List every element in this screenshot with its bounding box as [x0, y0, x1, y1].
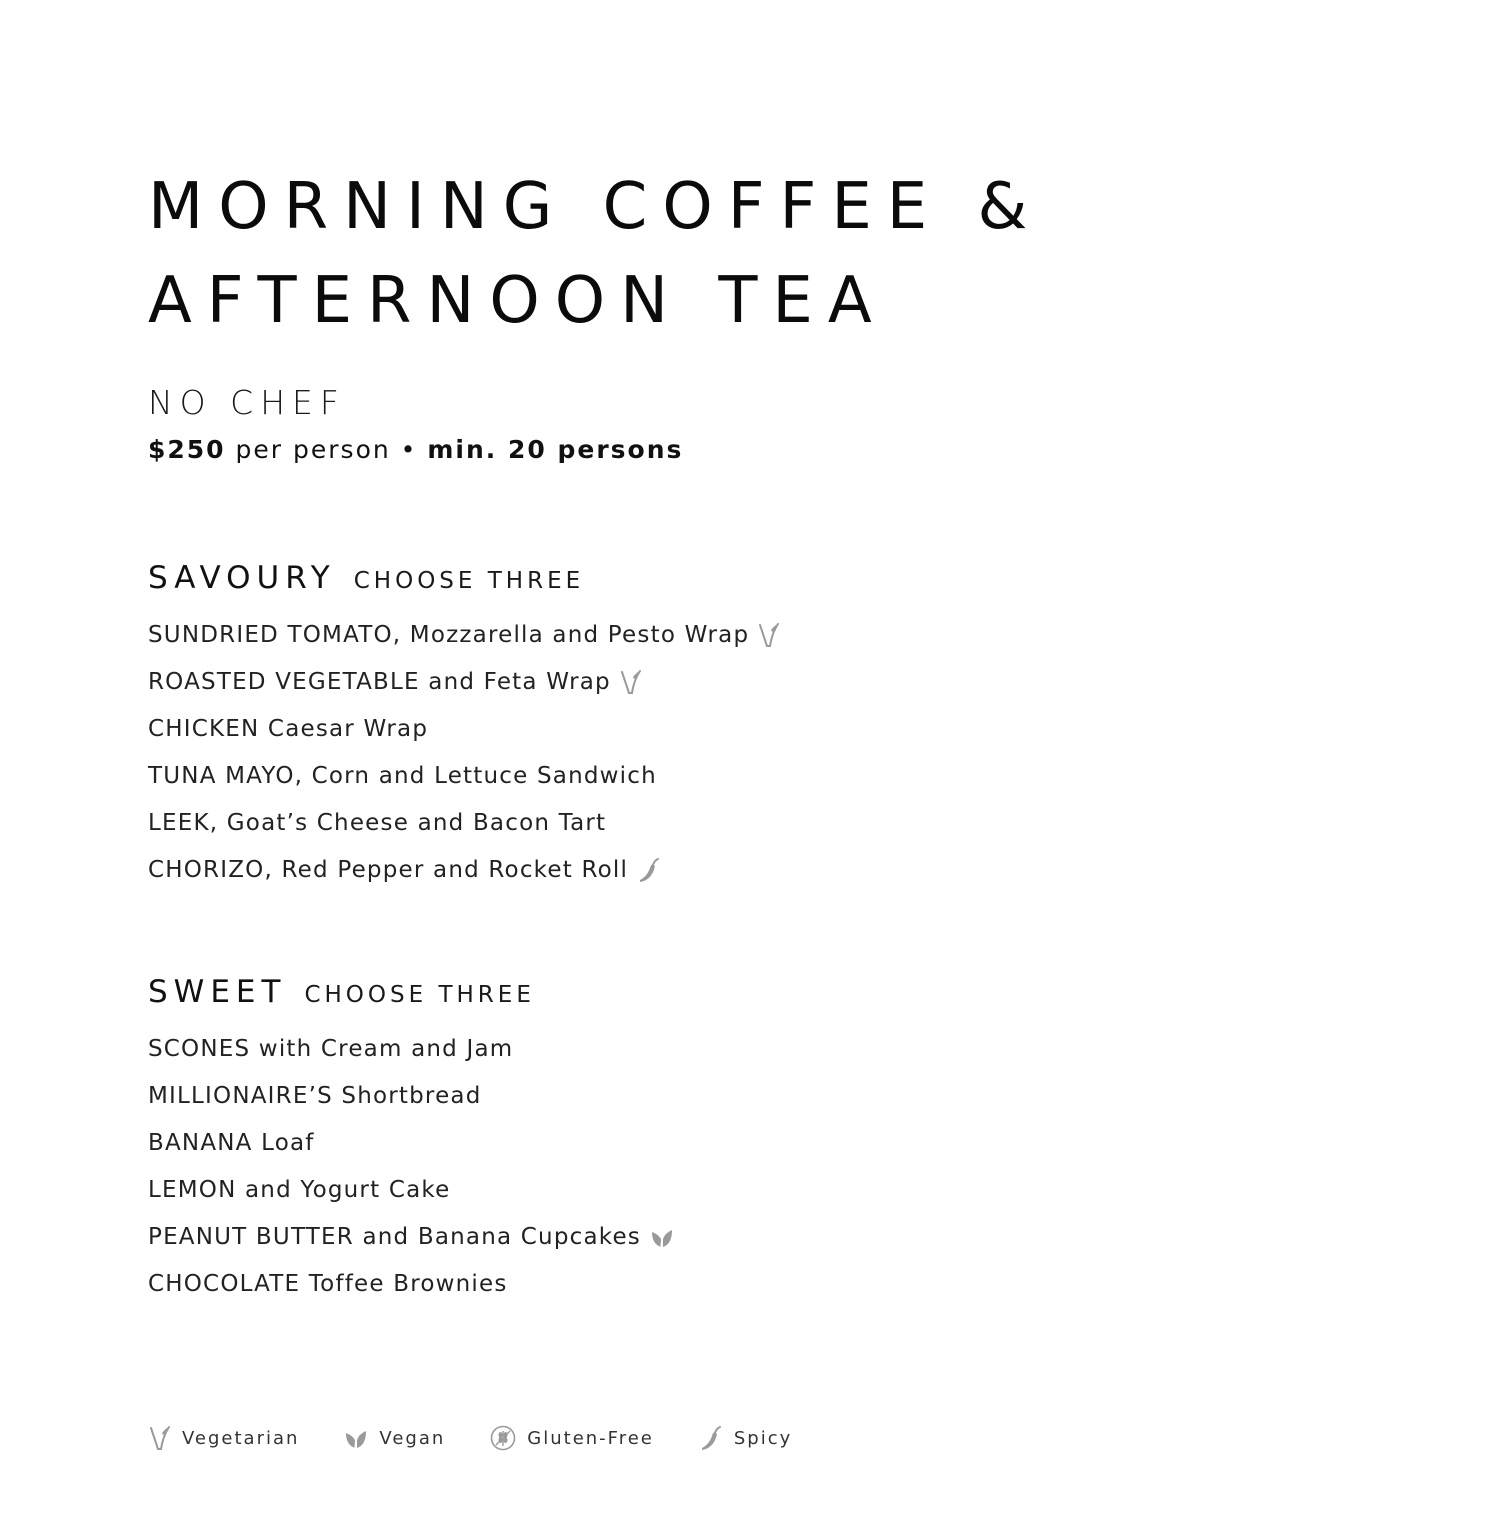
menu-item: [148, 1260, 675, 1307]
menu-item: [148, 1119, 675, 1166]
gluten-free-icon: [489, 1424, 517, 1452]
menu-item-label: TUNA MAYO, Corn and Lettuce Sandwich: [148, 762, 657, 789]
vegetarian-icon: [148, 1424, 172, 1452]
legend-label: Spicy: [733, 1427, 793, 1449]
title-line-1: MORNING COFFEE &: [148, 170, 1043, 244]
savoury-heading: [148, 560, 584, 596]
menu-item: [148, 1025, 675, 1072]
menu-item: [148, 1166, 675, 1213]
sweet-list: [148, 1025, 675, 1307]
menu-item: [148, 752, 781, 799]
savoury-list: [148, 611, 781, 893]
menu-item-label: LEEK, Goat’s Cheese and Bacon Tart: [148, 809, 607, 836]
menu-item-label: LEMON and Yogurt Cake: [148, 1176, 451, 1203]
legend-label: Gluten-Free: [527, 1427, 654, 1449]
menu-item: [148, 1213, 675, 1260]
page-title: [148, 160, 1042, 348]
menu-item: [148, 1072, 675, 1119]
menu-item-label: CHORIZO, Red Pepper and Rocket Roll: [148, 856, 629, 883]
menu-item-label: CHOCOLATE Toffee Brownies: [148, 1270, 508, 1297]
price-unit: per person •: [225, 435, 428, 464]
vegan-icon: [641, 1224, 675, 1250]
menu-item: [148, 799, 781, 846]
menu-item-label: BANANA Loaf: [148, 1129, 315, 1156]
menu-item-label: ROASTED VEGETABLE and Feta Wrap: [148, 668, 611, 695]
menu-item: [148, 705, 781, 752]
section-note: CHOOSE THREE: [353, 568, 585, 594]
menu-item-label: MILLIONAIRE’S Shortbread: [148, 1082, 482, 1109]
menu-item: [148, 611, 781, 658]
dietary-legend: [148, 1424, 836, 1452]
legend-entry: [489, 1424, 654, 1452]
vegetarian-icon: [611, 668, 643, 696]
section-name: SWEET: [148, 974, 287, 1010]
spicy-icon: [698, 1424, 724, 1452]
legend-label: Vegan: [379, 1427, 446, 1449]
legend-entry: [698, 1424, 792, 1452]
legend-entry: [343, 1425, 445, 1451]
menu-item: [148, 846, 781, 893]
menu-item: [148, 658, 781, 705]
section-name: SAVOURY: [148, 560, 336, 596]
price-amount: $250: [148, 435, 226, 464]
price-minimum: min. 20 persons: [427, 435, 684, 464]
title-line-2: AFTERNOON TEA: [148, 264, 887, 338]
sweet-heading: [148, 974, 535, 1010]
spicy-icon: [628, 856, 662, 884]
vegan-icon: [343, 1425, 369, 1451]
legend-entry: [148, 1424, 299, 1452]
pricing-line: [148, 435, 683, 464]
legend-label: Vegetarian: [182, 1427, 300, 1449]
menu-item-label: CHICKEN Caesar Wrap: [148, 715, 429, 742]
menu-item-label: PEANUT BUTTER and Banana Cupcakes: [148, 1223, 641, 1250]
vegetarian-icon: [749, 621, 781, 649]
section-note: CHOOSE THREE: [304, 982, 535, 1008]
service-type: NO CHEF: [148, 383, 346, 422]
menu-item-label: SCONES with Cream and Jam: [148, 1035, 514, 1062]
menu-item-label: SUNDRIED TOMATO, Mozzarella and Pesto Wrap: [148, 621, 750, 648]
